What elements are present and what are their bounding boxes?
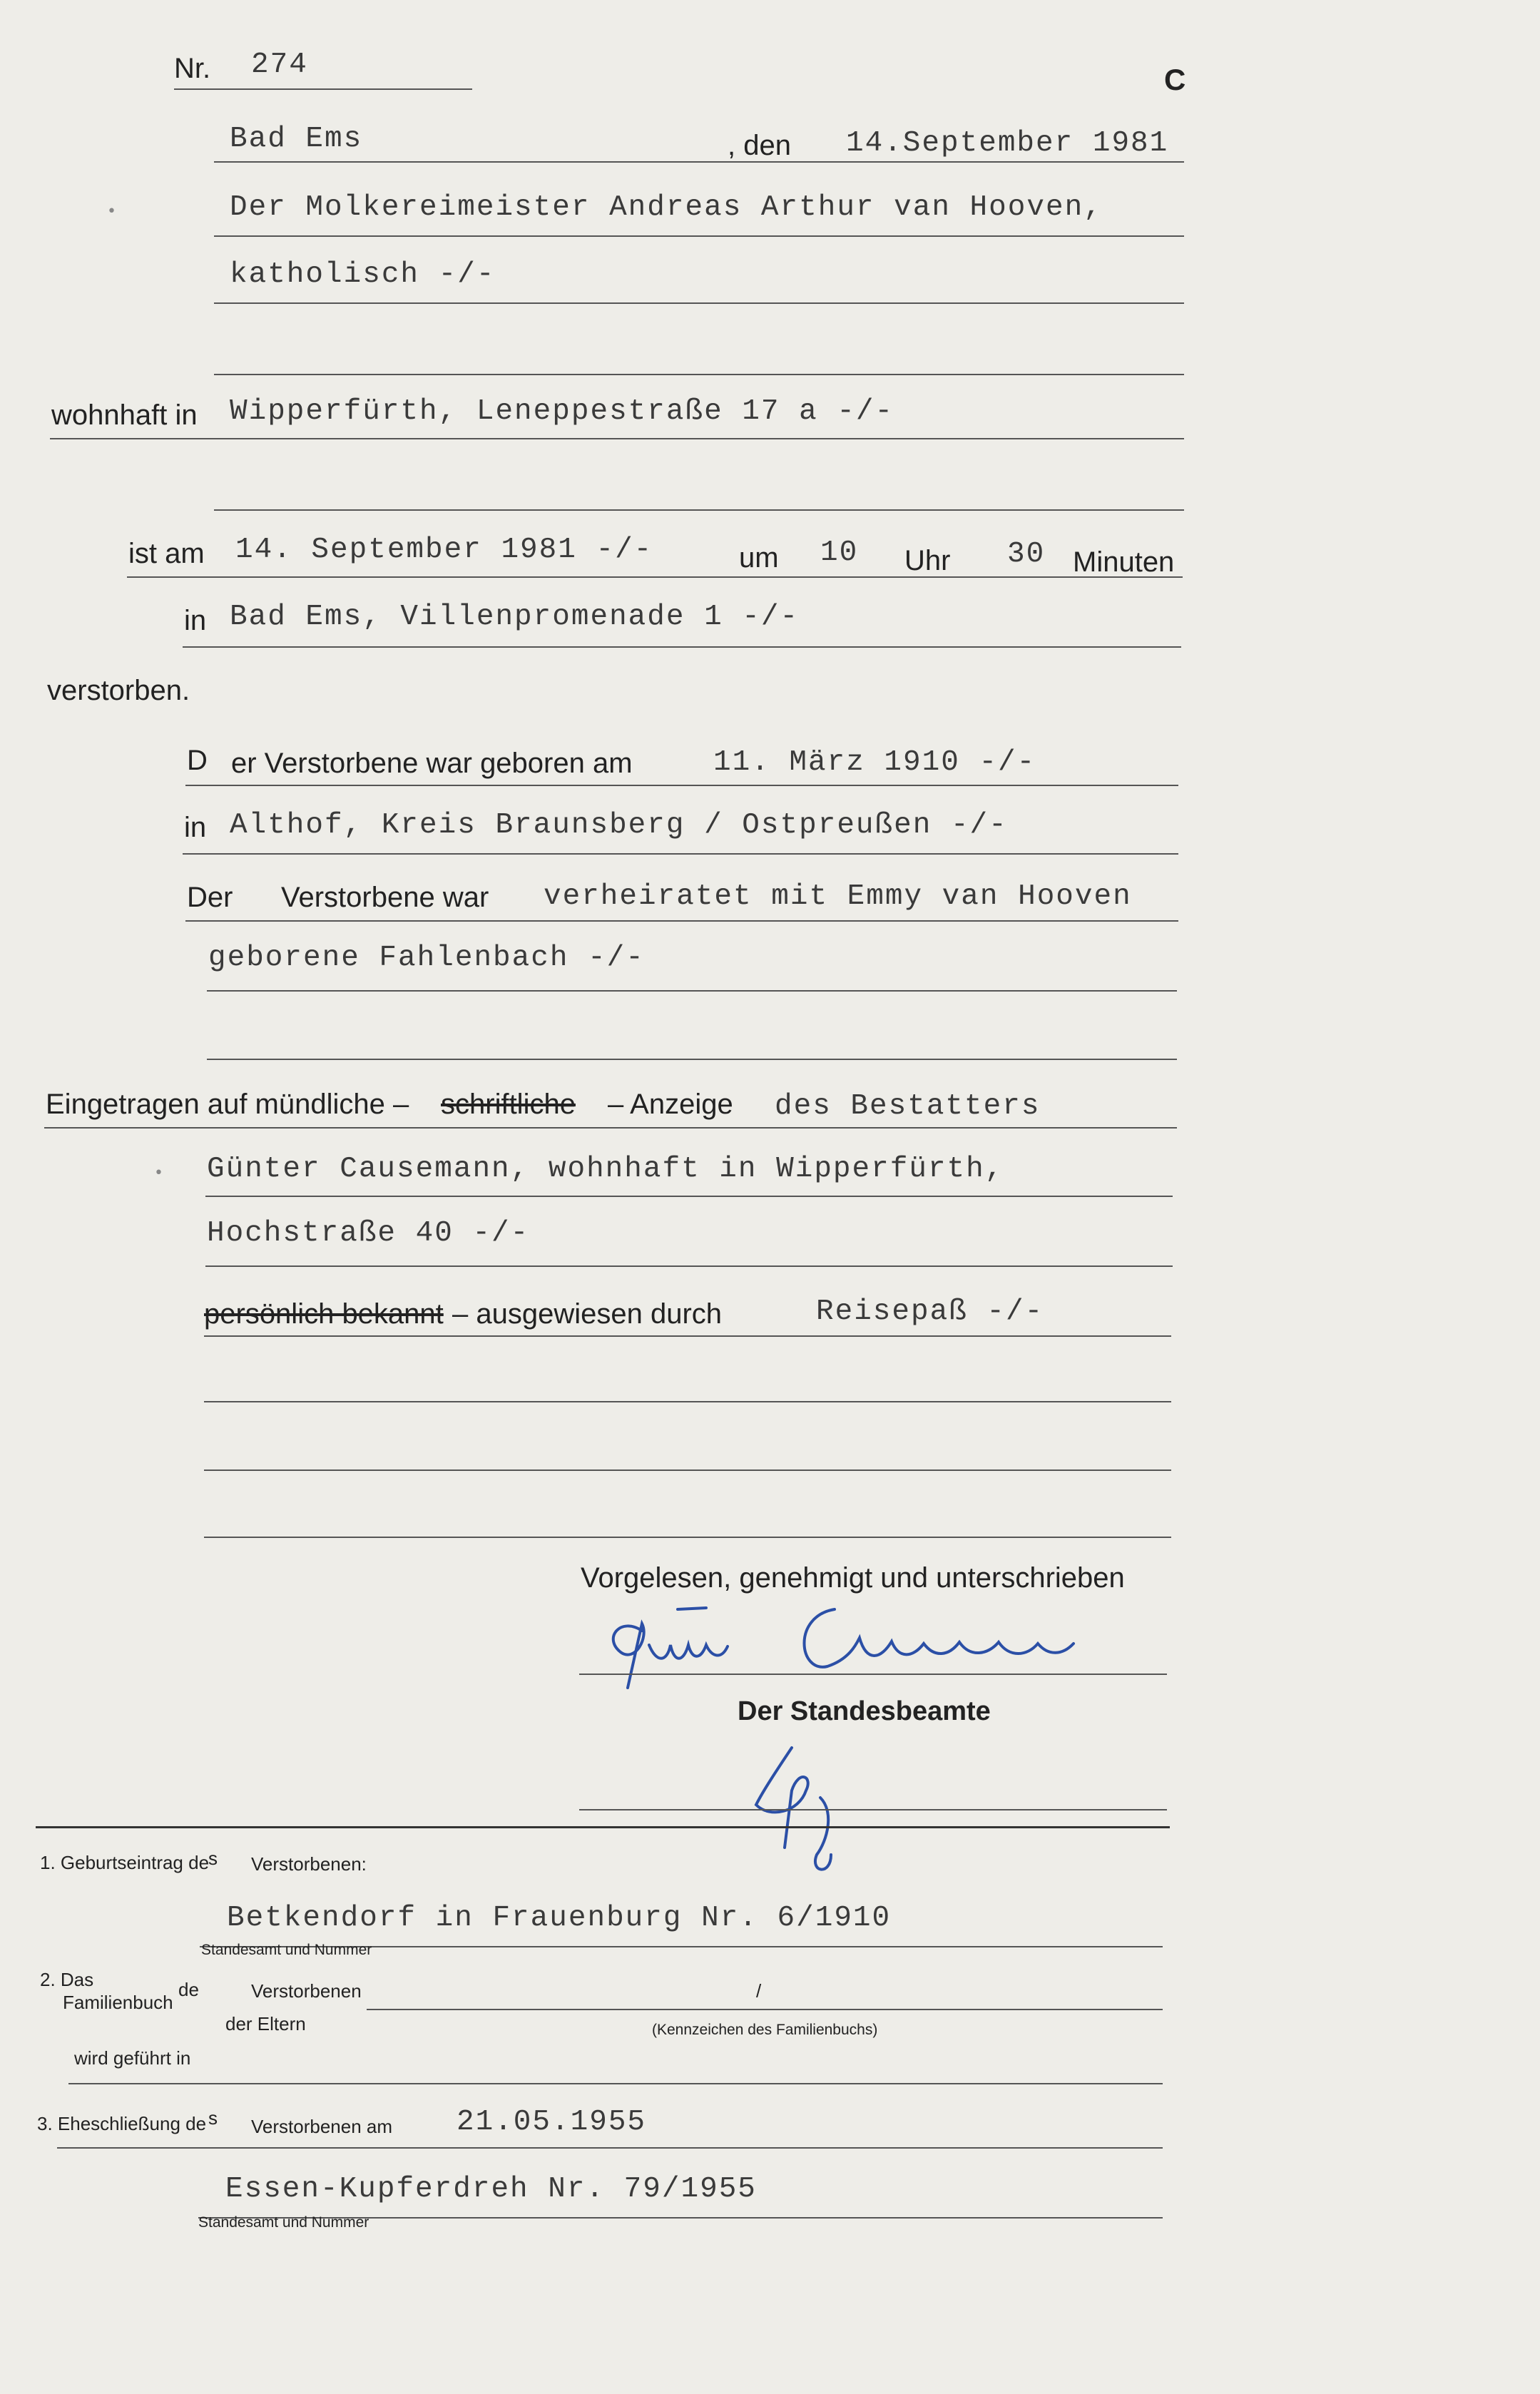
death-place-underline — [183, 646, 1181, 648]
marriage-underline3 — [207, 1059, 1177, 1060]
ident-underline — [204, 1335, 1171, 1337]
blank-line2 — [204, 1469, 1171, 1471]
registration-underline3 — [205, 1265, 1173, 1267]
birth-place-underline — [183, 853, 1178, 855]
death-in-label: in — [184, 605, 207, 636]
f1-label: 1. Geburtseintrag de — [40, 1852, 210, 1873]
nr-underline — [174, 88, 472, 90]
record-number: 274 — [251, 49, 308, 81]
person-underline3 — [214, 374, 1184, 375]
person-line1: Der Molkereimeister Andreas Arthur van Hooven, — [230, 191, 1103, 224]
signature-line — [579, 1674, 1167, 1675]
official-line — [579, 1809, 1167, 1810]
registration-label-b: – Anzeige — [608, 1089, 733, 1120]
nr-label: Nr. — [174, 53, 211, 84]
registration-struck: schriftliche — [441, 1089, 576, 1120]
f3-underline — [57, 2147, 1163, 2149]
marriage-line2: geborene Fahlenbach -/- — [208, 942, 645, 974]
f2-verst: Verstorbenen — [251, 1980, 362, 2002]
f3-value: Essen-Kupferdreh Nr. 79/1955 — [225, 2173, 757, 2206]
f3-label: 3. Eheschließung de — [37, 2113, 207, 2134]
header-place: Bad Ems — [230, 123, 363, 156]
f2-de: de — [178, 1979, 199, 2000]
f1-value: Betkendorf in Frauenburg Nr. 6/1910 — [227, 1902, 892, 1935]
person-line2: katholisch -/- — [230, 258, 496, 291]
f2-kenn: (Kennzeichen des Familienbuchs) — [652, 2022, 878, 2038]
minuten-label: Minuten — [1073, 546, 1175, 578]
residence-underline2 — [214, 509, 1184, 511]
birth-place: Althof, Kreis Braunsberg / Ostpreußen -/- — [230, 809, 1008, 842]
register-letter: C — [1164, 63, 1186, 96]
person-underline1 — [214, 235, 1184, 237]
person-underline2 — [214, 302, 1184, 304]
official-title: Der Standesbeamte — [738, 1696, 991, 1726]
f3-s: s — [208, 2107, 218, 2129]
den-label: , den — [728, 130, 791, 161]
death-place: Bad Ems, Villenpromenade 1 -/- — [230, 601, 800, 633]
verstorben-label: verstorben. — [47, 675, 190, 706]
registration-value2: Günter Causemann, wohnhaft in Wipperfürth, — [207, 1153, 1004, 1186]
birth-date: 11. März 1910 -/- — [713, 746, 1036, 779]
birth-label: er Verstorbene war geboren am — [231, 748, 633, 779]
uhr-label: Uhr — [904, 545, 951, 576]
death-hour: 10 — [820, 536, 859, 569]
marriage-line1: verheiratet mit Emmy van Hooven — [544, 880, 1132, 913]
f1-sub: Standesamt und Nummer — [201, 1942, 372, 1958]
signature-strokes — [613, 1608, 1074, 1688]
f3-date: 21.05.1955 — [457, 2106, 647, 2139]
marriage-underline1 — [185, 920, 1178, 922]
f2-eltern: der Eltern — [225, 2013, 306, 2034]
footer-divider — [36, 1826, 1170, 1828]
birth-in-label: in — [184, 812, 207, 843]
signature-image — [599, 1595, 1141, 1695]
marriage-label: Verstorbene war — [281, 882, 489, 913]
marriage-underline2 — [207, 990, 1177, 992]
f2-fam: Familienbuch — [63, 1992, 173, 2013]
birth-prefix: D — [187, 745, 208, 776]
marriage-label-der: Der — [187, 882, 233, 913]
ident-struck: persönlich bekannt — [204, 1298, 444, 1330]
margin-mark-1: • — [107, 203, 116, 220]
f2-wird-underline — [68, 2083, 1163, 2084]
f2-underline — [367, 2009, 1163, 2010]
ident-label: – ausgewiesen durch — [452, 1298, 723, 1330]
residence-underline — [50, 438, 1184, 439]
f1-s: s — [208, 1848, 218, 1869]
residence-value: Wipperfürth, Leneppestraße 17 a -/- — [230, 395, 894, 428]
death-minutes: 30 — [1007, 538, 1046, 571]
f2-slash: / — [756, 1980, 762, 2002]
closing-text: Vorgelesen, genehmigt und unterschrieben — [581, 1562, 1125, 1594]
registration-value1: des Bestatters — [775, 1090, 1041, 1123]
registration-underline1 — [44, 1127, 1177, 1129]
birth-date-underline — [185, 785, 1178, 786]
place-date-line — [214, 161, 1184, 163]
f2-num: 2. Das — [40, 1969, 94, 1990]
wohnhaft-label: wohnhaft in — [51, 399, 198, 431]
header-date: 14.September 1981 — [846, 127, 1169, 160]
margin-mark-2: • — [154, 1164, 163, 1182]
blank-line1 — [204, 1401, 1171, 1402]
f3-rest: Verstorbenen am — [251, 2116, 393, 2137]
registration-underline2 — [205, 1196, 1173, 1197]
death-date: 14. September 1981 -/- — [235, 534, 653, 566]
blank-line3 — [204, 1537, 1171, 1538]
um-label: um — [739, 542, 779, 574]
death-date-underline — [127, 576, 1183, 578]
ident-value: Reisepaß -/- — [816, 1295, 1044, 1328]
registration-label-a: Eingetragen auf mündliche – — [46, 1089, 409, 1120]
registration-value3: Hochstraße 40 -/- — [207, 1217, 530, 1250]
ist-am-label: ist am — [128, 538, 205, 569]
f2-wird: wird geführt in — [74, 2047, 191, 2069]
f1-rest: Verstorbenen: — [251, 1853, 367, 1875]
f3-sub: Standesamt und Nummer — [198, 2214, 369, 2231]
official-initials — [742, 1741, 863, 1883]
